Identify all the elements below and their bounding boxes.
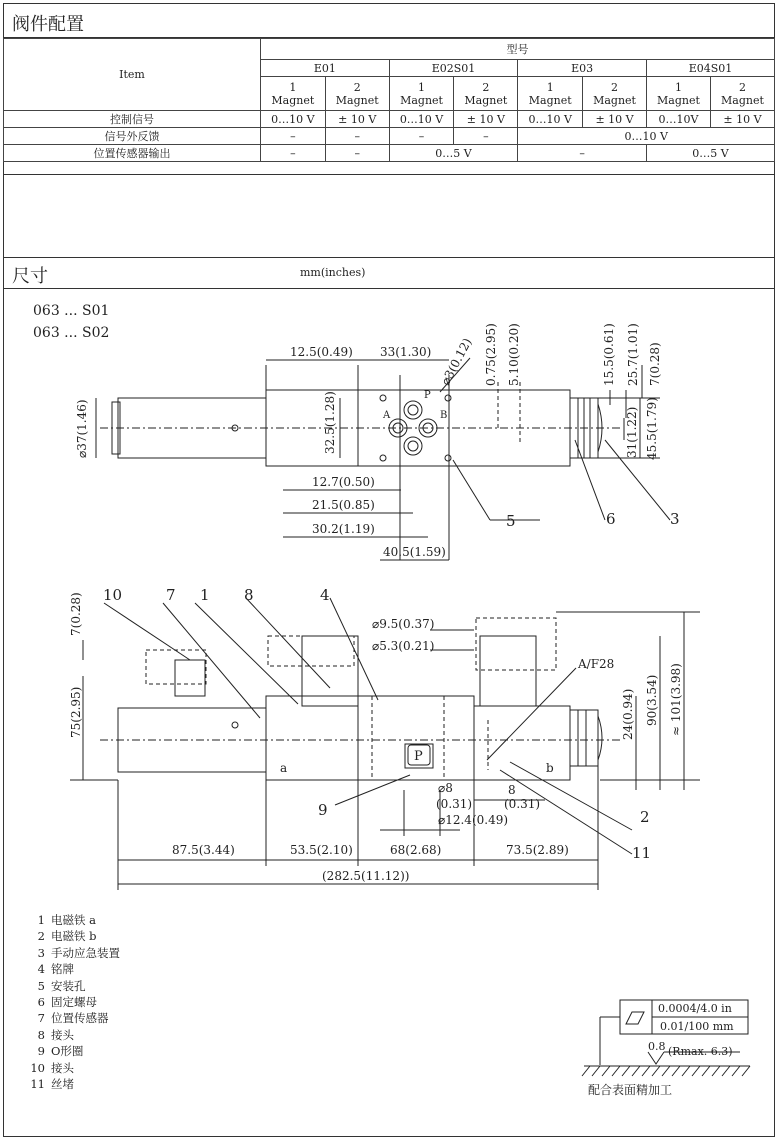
roughness-rmax: (Rmax. 6.3) <box>668 1045 733 1058</box>
legend-item: 7 位置传感器 <box>37 1011 109 1026</box>
legend-item: 6 固定螺母 <box>37 995 97 1010</box>
legend-item: 1 电磁铁 a <box>37 913 97 927</box>
row-label: 信号外反馈 <box>4 128 261 145</box>
model-header: E02S01 <box>389 60 518 77</box>
dim-label: 90(3.54) <box>645 674 659 726</box>
row-label: 控制信号 <box>4 111 261 128</box>
row-label: 位置传感器输出 <box>4 145 261 162</box>
dim-label: 31(1.22) <box>625 406 639 458</box>
legend-item: 11 丝堵 <box>30 1077 74 1092</box>
dim-label: ⌀12.4(0.49) <box>438 813 509 827</box>
table-cell: 0…10 V <box>261 111 326 128</box>
table-cell: 0…5 V <box>647 145 775 162</box>
port-label: B <box>440 410 448 421</box>
table-cell: ± 10 V <box>325 111 389 128</box>
dim-label: (0.31) <box>504 797 541 811</box>
magnet-header: 2 Magnet <box>710 77 774 111</box>
dim-label: ⌀8 <box>438 781 453 795</box>
flatness-mm: 0.01/100 mm <box>660 1020 734 1033</box>
model-line: 063 ... S02 <box>33 325 110 341</box>
magnet-header: 1 Magnet <box>647 77 711 111</box>
dim-label: 75(2.95) <box>69 686 83 738</box>
type-header: 型号 <box>261 39 775 60</box>
dim-label: 45.5(1.79) <box>645 397 659 460</box>
dim-label: 5.10(0.20) <box>507 323 521 386</box>
side-view-body <box>100 636 620 780</box>
dim-label: (282.5(11.12)) <box>322 869 410 883</box>
port-label: A <box>383 410 391 421</box>
dim-label: 15.5(0.61) <box>602 323 616 386</box>
units-label: mm(inches) <box>300 266 366 279</box>
magnet-header: 2 Magnet <box>583 77 647 111</box>
table-cell: 0…10 V <box>389 111 454 128</box>
solenoid-label: b <box>546 761 554 775</box>
dim-label: 68(2.68) <box>390 843 442 857</box>
dim-label: 33(1.30) <box>380 345 432 359</box>
legend-item: 2 电磁铁 b <box>37 929 97 944</box>
callout-number: 8 <box>244 586 254 604</box>
callout-number: 3 <box>670 510 680 528</box>
dim-label: 25.7(1.01) <box>626 323 640 386</box>
dim-label: 12.5(0.49) <box>290 345 353 359</box>
config-title: 阀件配置 <box>12 14 84 35</box>
legend-item: 5 安装孔 <box>37 978 86 993</box>
dim-label: ⌀5.3(0.21) <box>372 639 435 653</box>
legend-item: 10 接头 <box>30 1060 74 1075</box>
roughness-value: 0.8 <box>648 1040 666 1053</box>
magnet-header: 2 Magnet <box>454 77 518 111</box>
table-cell: ± 10 V <box>583 111 647 128</box>
dim-label: 32.5(1.28) <box>323 391 337 454</box>
svg-text:P: P <box>414 749 423 764</box>
callout-number: 2 <box>640 808 650 826</box>
dimensions-title: 尺寸 <box>12 266 48 287</box>
dim-label: A/F28 <box>578 657 615 671</box>
callout-number: 9 <box>318 801 328 819</box>
legend-item: 4 铭牌 <box>37 962 74 977</box>
dim-label: 21.5(0.85) <box>312 498 375 512</box>
table-cell: 0…10 V <box>518 128 775 145</box>
item-header: Item <box>4 39 261 111</box>
dim-label: 12.7(0.50) <box>312 475 375 489</box>
model-header: E04S01 <box>647 60 775 77</box>
dim-label: (0.31) <box>436 797 473 811</box>
callout-number: 10 <box>103 586 123 604</box>
model-header: E01 <box>261 60 390 77</box>
dim-label: 30.2(1.19) <box>312 522 375 536</box>
dim-label: ⌀37(1.46) <box>75 399 89 458</box>
dim-label: ⌀9.5(0.37) <box>372 617 435 631</box>
model-header: E03 <box>518 60 647 77</box>
magnet-header: 1 Magnet <box>518 77 583 111</box>
table-cell: – <box>325 128 389 145</box>
dim-label: 24(0.94) <box>621 688 635 740</box>
p-port-marker <box>408 745 430 765</box>
legend <box>25 912 120 1092</box>
table-cell: – <box>518 145 647 162</box>
table-cell: ± 10 V <box>454 111 518 128</box>
callout-number: 7 <box>166 586 176 604</box>
table-cell: 0…10V <box>647 111 711 128</box>
table-cell: 0…10 V <box>518 111 583 128</box>
table-cell: – <box>389 128 454 145</box>
flatness-inch: 0.0004/4.0 in <box>658 1002 732 1015</box>
legend-item: 8 接头 <box>37 1027 74 1042</box>
table-cell: – <box>454 128 518 145</box>
dim-label: ⌀3(0.12) <box>438 335 475 388</box>
dim-label: 7(0.28) <box>648 342 662 386</box>
solenoid-label: a <box>280 761 288 775</box>
callout-number: 6 <box>606 510 616 528</box>
dim-label: ≈ 101(3.98) <box>669 663 683 736</box>
table-cell: 0…5 V <box>389 145 518 162</box>
magnet-header: 1 Magnet <box>389 77 454 111</box>
table-cell: ± 10 V <box>710 111 774 128</box>
legend-item: 3 手动应急装置 <box>37 945 120 960</box>
surface-caption: 配合表面精加工 <box>588 1083 673 1097</box>
dim-label: 87.5(3.44) <box>172 843 235 857</box>
callout-number: 5 <box>506 512 516 530</box>
dim-label: 0.75(2.95) <box>484 323 498 386</box>
dim-label: 8 <box>508 783 516 797</box>
table-cell: – <box>261 128 326 145</box>
dim-label: 53.5(2.10) <box>290 843 353 857</box>
model-line: 063 ... S01 <box>33 303 110 319</box>
table-cell: – <box>325 145 389 162</box>
port-label: P <box>424 390 431 401</box>
dim-label: 40.5(1.59) <box>383 545 446 559</box>
callout-number: 4 <box>320 586 330 604</box>
legend-item: 9 O形圈 <box>37 1044 84 1059</box>
callout-number: 11 <box>632 844 652 862</box>
top-view-dim-lines <box>96 358 670 560</box>
dim-label: 73.5(2.89) <box>506 843 569 857</box>
table-cell: – <box>261 145 326 162</box>
callout-number: 1 <box>200 586 210 604</box>
magnet-header: 1 Magnet <box>261 77 326 111</box>
dim-label: 7(0.28) <box>69 592 83 636</box>
magnet-header: 2 Magnet <box>325 77 389 111</box>
